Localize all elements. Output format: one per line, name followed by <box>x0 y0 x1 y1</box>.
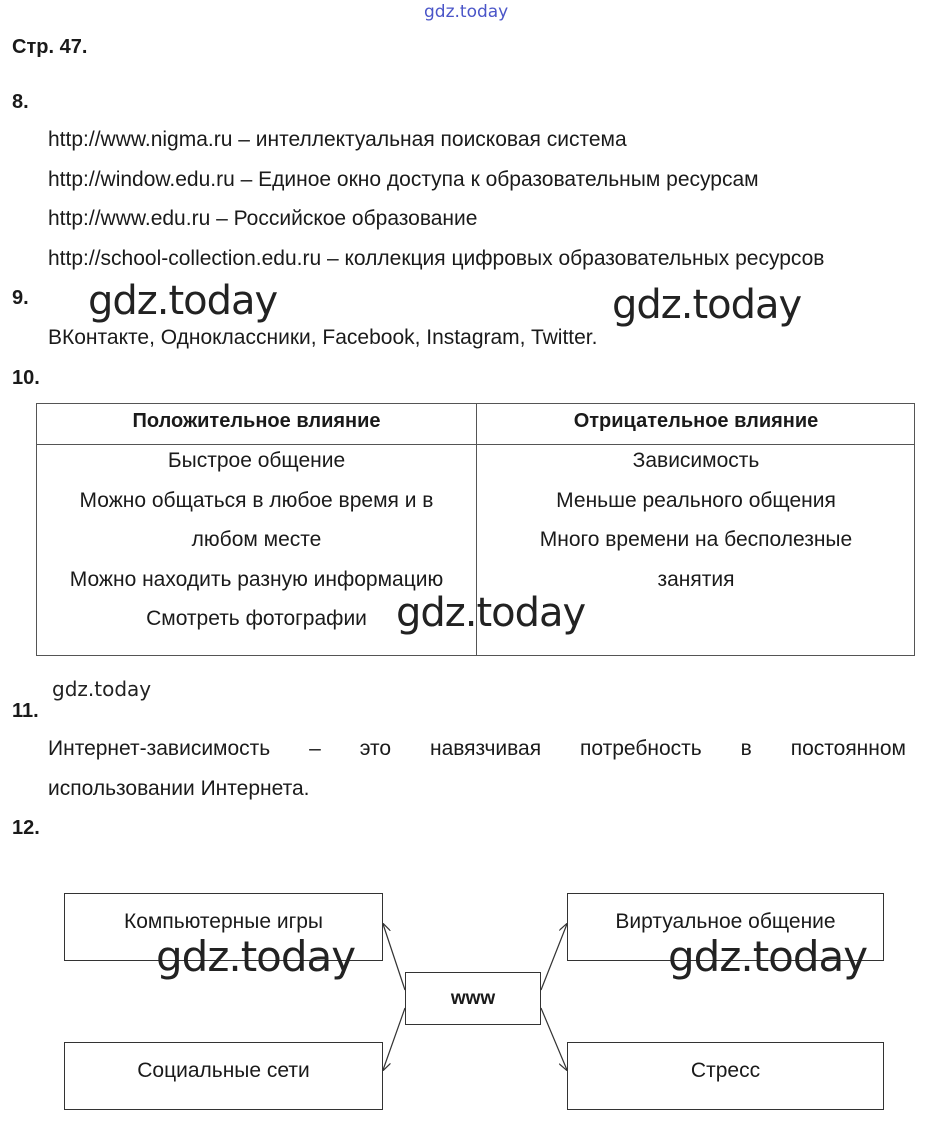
box-www: www <box>405 972 541 1025</box>
watermark: gdz.today <box>52 677 152 701</box>
task-8-line-3: http://www.edu.ru – Российское образование <box>48 207 478 230</box>
page-label: Стр. 47. <box>12 36 88 58</box>
box-label: Стресс <box>690 1059 761 1082</box>
box-stress <box>567 1042 884 1110</box>
task-9-number: 9. <box>12 287 29 309</box>
watermark: gdz.today <box>88 278 278 324</box>
arrow-to-computer-games <box>383 924 405 990</box>
task-12-number: 12. <box>12 817 40 839</box>
arrow-to-stress <box>541 1008 567 1070</box>
table-cell: Можно общаться в любое время и в <box>79 488 434 512</box>
task-10-number: 10. <box>12 367 40 389</box>
task-11-word: Интернет-зависимость <box>48 737 271 760</box>
watermark: gdz.today <box>156 932 356 981</box>
task-11-line-1 <box>48 737 906 761</box>
task-11-word: это <box>359 737 392 760</box>
task-11-word: потребность <box>580 737 702 760</box>
table-header-negative: Отрицательное влияние <box>573 410 819 432</box>
task-11-number: 11. <box>12 700 39 722</box>
task-8-line-1: http://www.nigma.ru – интеллектуальная поисковая система <box>48 128 627 151</box>
table-cell: Смотреть фотографии <box>146 607 367 631</box>
task-8-line-2: http://window.edu.ru – Единое окно доступа к образовательным ресурсам <box>48 168 759 191</box>
box-label: Компьютерные игры <box>123 910 324 933</box>
task-11-word: в <box>740 737 752 760</box>
watermark: gdz.today <box>396 590 586 636</box>
task-11-word: – <box>309 737 321 760</box>
table-divider <box>37 444 914 445</box>
table-cell: Много времени на бесполезные <box>539 528 853 552</box>
task-11-word: постоянном <box>790 737 906 760</box>
task-8-line-4: http://school-collection.edu.ru – коллекция цифровых образовательных ресурсов <box>48 247 825 270</box>
table-cell: занятия <box>657 567 735 591</box>
negative-column <box>477 446 915 604</box>
table-header-positive: Положительное влияние <box>132 410 381 432</box>
box-social-networks <box>64 1042 383 1110</box>
box-label: Виртуальное общение <box>615 910 836 933</box>
table-cell: Зависимость <box>632 449 760 472</box>
watermark: gdz.today <box>668 932 868 981</box>
box-label: Социальные сети <box>137 1059 310 1082</box>
table-cell: Можно находить разную информацию <box>69 567 444 591</box>
arrow-to-social-networks <box>383 1008 405 1070</box>
task-11-line-2: использовании Интернета. <box>48 777 310 800</box>
watermark-top: gdz.today <box>424 2 509 22</box>
task-8-number: 8. <box>12 91 29 113</box>
arrow-to-virtual-communication <box>541 924 567 990</box>
table-cell: любом месте <box>191 528 322 552</box>
task-9-text: ВКонтакте, Одноклассники, Facebook, Instagram, Twitter. <box>48 326 598 349</box>
watermark: gdz.today <box>612 282 802 328</box>
table-cell: Быстрое общение <box>167 449 346 472</box>
task-11-word: навязчивая <box>429 737 542 760</box>
table-cell: Меньше реального общения <box>556 488 836 512</box>
